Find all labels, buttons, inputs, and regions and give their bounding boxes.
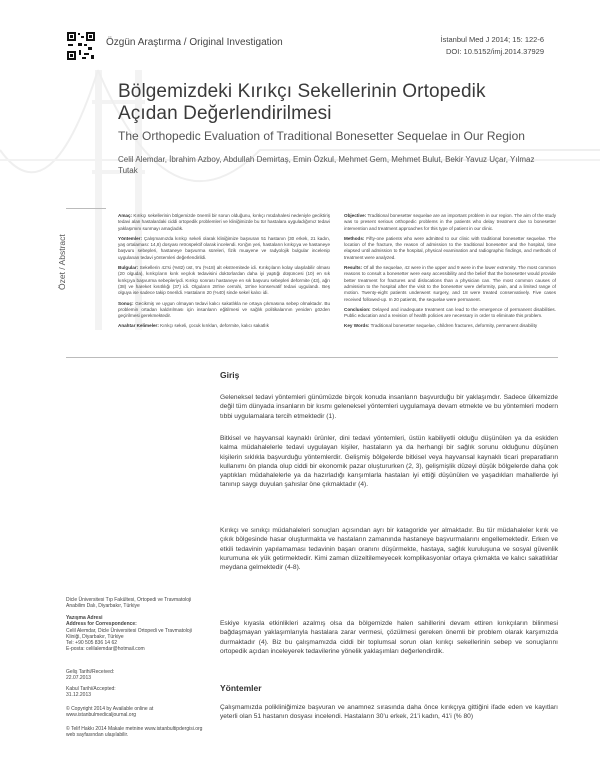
giris-paragraph-2: Bitkisel ve hayvansal kaynaklı ürünler, dini tedavi yöntemleri, üstün kabiliyetli olduğu düşünülen ya da eskiden kalma müdahalelerle tedavi uygulayan kişiler, hastaların ya da herhangi bir sağlık sorunu olduğunu düşünen kişilerin sıklıkla başvurduğu yöntemlerdir. Gelişmiş bölgelerde bitkisel veya hayvansal kaynaklı ticari preparatların kullanımı ön planda olup ciddi bir ekonomik pazar oluştururken (2, 3), gelişmişlik düzeyi düşük bölgelerde daha çok yaptıkları müdahalelerle ya da hazırladığı karışımlarla hastaları iyi ettiği düşünülen ve yaşadıkları mahallerde iyi tanınıp saygı duyulan şahıslar öne çıkmaktadır (4).	[220, 435, 558, 489]
correspondence-label-en: Address for Correspondence:	[66, 621, 137, 628]
bulgu-text: Sekellerin 42'si (%82) üst, 9'u (%18) alt ekstremitede idi. Kırıkçıların kolay ulaşılabilir olması (20 olguda), kırıkçıların kırık veçıkık tedavisini doktorlardan daha iyi yaptığı düşüncesi (10) en sık kırıkçıya başvurma sebepleriydi. Kırıkçı sonrası hastaneye en sık başvuru sebepleri deformite (43), ağrı (38) ve hareket kısıtlılığı (37) idi. Olguların 28'ine cerrahi, 18'ine konservatif tedavi uygulandı. Beş olguya ise sadece takip önerildi. Hastaların 20 (%40) sinde sekel kalıcı idi.	[118, 265, 331, 296]
side-label-divider	[66, 208, 106, 209]
sonuc-text: Gecikmiş ve uygun olmayan tedavi kalıcı sakatlıkla ne ortaya çıkmasına sebep olmaktadır. Bu problemin ortadan kaldırılması için insanların eğitilmesi ve sağlık politikalarının yeniden gözden geçirilmesi gerekmektedir.	[118, 300, 330, 319]
giris-paragraph-4: Eskiye kıyasla etkinlikleri azalmış olsa da bölgemizde halen sahillerini devam ettiren kırıkçıların bilinmesi bağdaşmayan yaklaşımlarıyla hastalara zarar vermesi, çözülmesi gereken önemli bir problem olarak karşımızda durmaktadır (4). Biz bu çalışmamızda ciddi bir toplumsal sorun olan kırıkçı sekellerinin sebep ve sonuçlarını ortopedik açıdan inceleyerek tedavilerine yönelik yaklaşımları değerlendirdik.	[220, 620, 558, 655]
methods-text: Fifty-one patients who were admitted to our clinic with traditional bonesetter sequelae. The location of the fracture, the reason of admission to the traditional bonesetter and the hospital, time elapsed until admission to the hospital, physical examination and radiographic findings, and methods of treatment were analyzed.	[344, 235, 557, 260]
author-list: Celil Alemdar, İbrahim Azboy, Abdullah Demirtaş, Emin Özkul, Mehmet Gem, Mehmet Bulut, Bekir Yavuz Uçar, Yılmaz Tutak	[118, 155, 535, 175]
abstract-side-label-text: Özet / Abstract	[57, 234, 67, 290]
received-block	[66, 669, 206, 682]
abstract-side-label	[57, 210, 71, 290]
keywords-label: Key Words:	[344, 323, 370, 329]
accepted-label: Kabul Tarihi/Accepted:	[66, 686, 116, 692]
section-heading-yontemler: Yöntemler	[220, 683, 262, 693]
conclusion-text: Delayed and inadequate treatment can lead to the emergence of permanent disabilities. Public education and a revision of health policies are necessary in order to eliminate this problem.	[344, 306, 556, 319]
amac-text: Kırıkçı sekellerinin bölgemizde önemli bir sorun olduğunu, kırıkçı müdahalesi nedeniyle geciktiriş tedavi alan hastalardaki ciddi ortopedik problemleri ve kliniğimizde bu tür hastalara uyguladığımız tedavi yaklaşımını sunmayı amaçladık.	[118, 213, 330, 231]
article-title-turkish: Bölgemizdeki Kırıkçı Sekellerinin Ortopedik Açıdan Değerlendirilmesi	[118, 81, 486, 124]
copyright-turkish: © Telif Hakkı 2014 Makale metnine www.istanbultipdergisi.org web sayfasından ulaşılabilir.	[66, 726, 203, 739]
results-label: Results:	[344, 265, 363, 271]
article-type-label: Özgün Araştırma / Original Investigation	[106, 37, 283, 48]
accepted-block	[66, 686, 206, 699]
bulgu-label: Bulgular:	[118, 265, 139, 271]
methods-label: Methods:	[344, 235, 365, 241]
correspondence-email[interactable]: E-posta: ‍‍celilalemdar@hotmail.com	[66, 646, 145, 653]
keywords-text: Traditional bonesetter sequelae, children fractures, deformity, permanent disability	[370, 323, 538, 329]
article-title-english: The Orthopedic Evaluation of Traditional Bonesetter Sequelae in Our Region	[118, 129, 525, 143]
journal-citation	[441, 34, 544, 58]
yontem-text: Çalışmamızda kırıkçı sekeli olarak kliniğimize başvuran 51 hastanın (30 erkek, 21 kadın, yaş ortalaması: 14,8) dosyası retrospektif olarak incelendi. Kırığın yeri, hastaların kırıkçıya ve hastaneye başvuru sebepleri, hastaneye başvurma süreleri, fizik muayene ve radyolojik bulgular incelenip uygulanan tedavi yöntemleri değerlendirildi.	[118, 235, 331, 260]
journal-line: İstanbul Med J 2014; 15: 122-6	[440, 35, 544, 44]
anahtar-label: Anahtar Kelimeler:	[118, 323, 159, 329]
received-date: 22.07.2013	[66, 675, 92, 682]
objective-text: Traditional bonesetter sequelae are an important problem in our region. The aim of the study was to present serious orthopedic problems in the patients who delay treatment due to bonesetter intervention and treatment approaches for this type of patient in our clinic.	[344, 213, 557, 231]
anahtar-text: Kırıkçı sekeli, çocuk kırıkları, deformite, kalıcı sakatlık	[160, 323, 269, 329]
abstract-english	[344, 213, 556, 334]
accepted-date: 31.12.2013	[66, 692, 92, 699]
received-label: Geliş Tarihi/Received:	[66, 669, 115, 675]
section-heading-giris: Giriş	[220, 370, 240, 380]
qr-code	[66, 31, 96, 61]
sonuc-label: Sonuç:	[118, 300, 134, 306]
correspondence-phone: Tel: +90 505 836 14 62	[66, 640, 118, 647]
correspondence-address: Celil Alemdar, Dicle Üniversitesi Ortopedi ve Travmatoloji Kliniği, Diyarbakır, Türkiye	[66, 627, 192, 640]
conclusion-label: Conclusion:	[344, 306, 371, 312]
correspondence-label: Yazışma Adresi	[66, 615, 103, 621]
author-affiliation: Dicle Üniversitesi Tıp Fakültesi, Ortopedi ve Travmatoloji Anabilim Dalı, Diyarbakır, Türkiye	[66, 597, 192, 610]
giris-paragraph-1: Geleneksel tedavi yöntemleri günümüzde birçok konuda insanların başvurduğu bir yaklaşımdır. Sadece ülkemizde değil tüm dünyada insanların bir kısmı geleneksel yöntemleri uygulamaya devam etmekte ve bu yöntemleri modern tıbbi uygulamalara tercih etmektedir (1).	[220, 394, 558, 420]
copyright-english: © Copyright 2014 by Available online at www.istanbulmedicaljournal.org	[66, 706, 154, 719]
yontem-paragraph-1: Çalışmamızda polikliniğimize başvuran ve anamnez sırasında daha önce kırıkçıya gittiğini ifade eden ve kayıtları yeterli olan 51 hastanın dosyası incelendi. Hastaların 30'u erkek, 21'i kadın, 41'i (% 80)	[220, 704, 558, 721]
giris-paragraph-3: Kırıkçı ve sınıkçı müdahaleleri sonuçları açısından ayrı bir katagoride yer almaktadır. Bu tür müdahaleler kırık ve çıkık bölgesinde hasar oluşturmakta ve hastaların zamanında hastaneye başvurmalarını engellemektedir. Erken ve etkili tedavinin yapılamaması tedavinin başarı oranını düşürmekte, hastaya, sağlık kuruluşuna ve sosyal güvenlik kurumuna ek yük getirmektedir. Kimi zaman düzeltilemeyecek komplikasyonlar ortaya çıkmakta ve kalıcı sakatlıklar meydana gelmektedir (4-8).	[220, 527, 558, 572]
abstract-bottom-divider	[66, 357, 558, 358]
results-text: Of all the sequelae, 42 were in the upper and 9 were in the lower extremity. The most common reasons to consult a bonesetter were easy accessibility and the belief that the bonesetter would provide better treatment for fractures and dislocations than a physician can. The most common causes of admission to the hospital after the visit to the bonesetter were deformity, pain, and a limited range of motion. Twenty-eight patients underwent surgery, and 18 were treated conservatively. Five cases received followed-up. In 20 patients, the sequelae were permanent.	[344, 265, 557, 302]
correspondence-block	[66, 615, 206, 653]
yontem-label: Yöntemler:	[118, 235, 142, 241]
amac-label: Amaç:	[118, 213, 133, 218]
doi-line: DOI: 10.5152/imj.2014.37929	[446, 47, 544, 56]
objective-label: Objective:	[344, 213, 367, 218]
abstract-turkish	[118, 213, 330, 334]
